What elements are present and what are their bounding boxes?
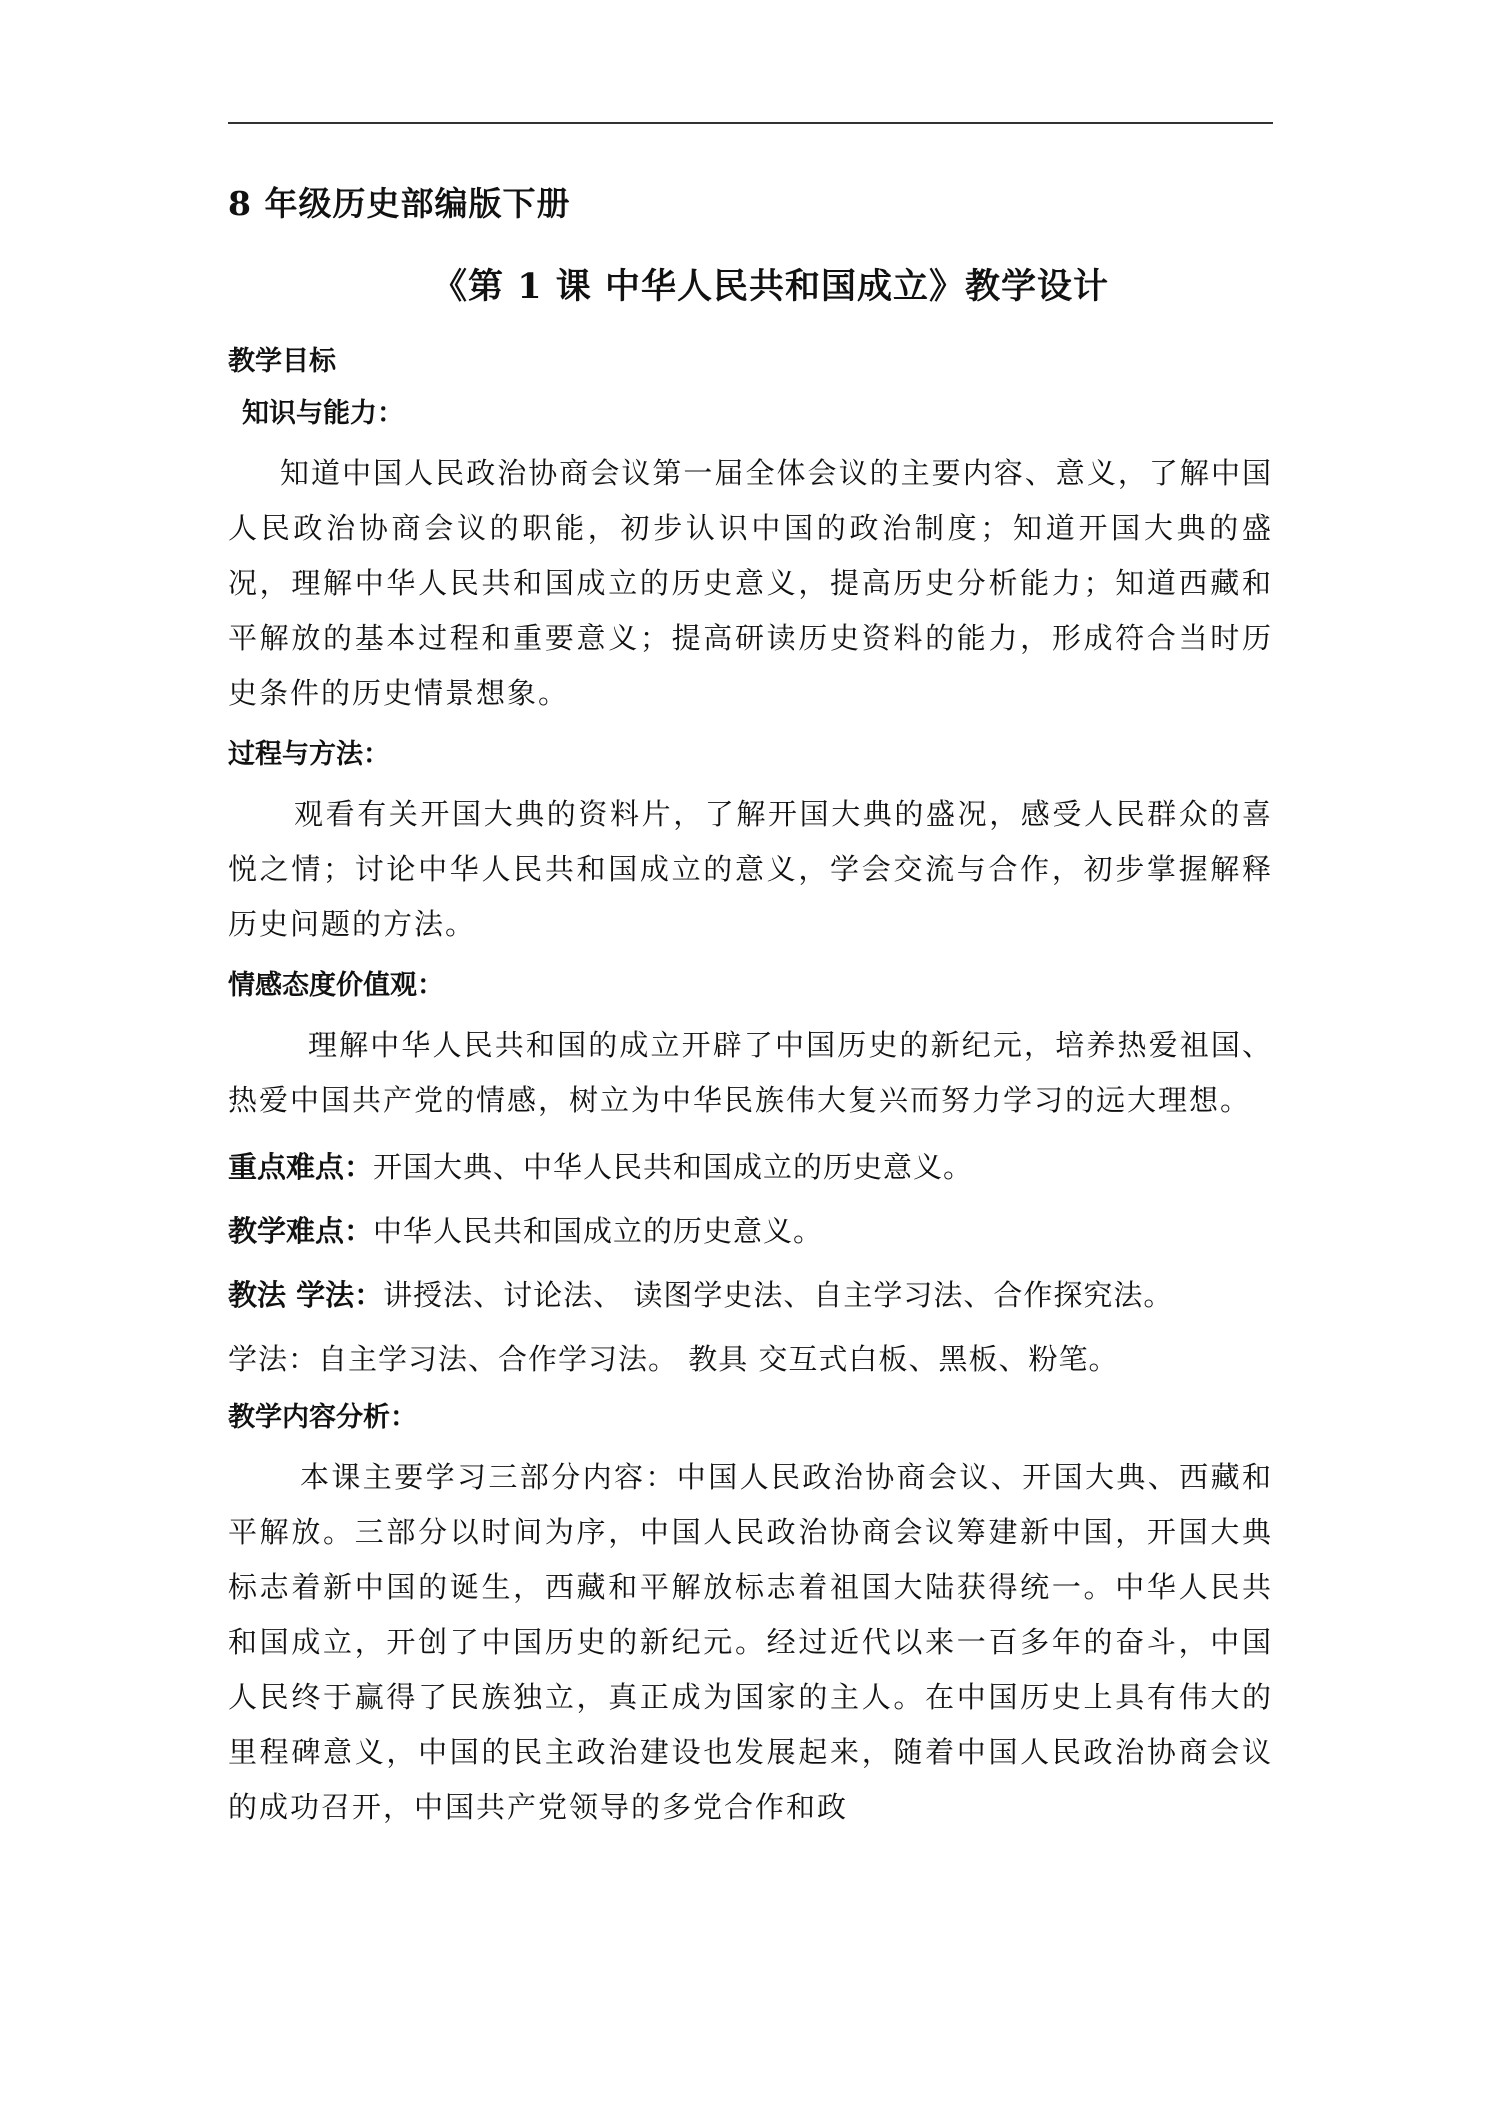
key-points-label: 重点难点： <box>228 1150 374 1184</box>
header-rule <box>228 122 1273 124</box>
difficulties-label: 教学难点： <box>228 1214 374 1248</box>
process-heading: 过程与方法： <box>228 739 390 770</box>
key-points-text: 开国大典、中华人民共和国成立的历史意义。 <box>373 1150 974 1184</box>
objectives-heading: 教学目标 <box>228 346 336 377</box>
knowledge-heading: 知识与能力： <box>242 398 404 429</box>
process-paragraph: 观看有关开国大典的资料片，了解开国大典的盛况，感受人民群众的喜悦之情；讨论中华人民共和国成立的意义，学会交流与合作，初步掌握解释历史问题的方法。 <box>228 797 1273 941</box>
key-points-line <box>228 1142 1273 1192</box>
content-analysis-heading: 教学内容分析： <box>228 1402 417 1433</box>
content-analysis-paragraph: 本课主要学习三部分内容：中国人民政治协商会议、开国大典、西藏和平解放。三部分以时间为序，中国人民政治协商会议筹建新中国，开国大典标志着新中国的诞生，西藏和平解放标志着祖国大陆获得统一。中华人民共和国成立，开创了中国历史的新纪元。经过近代以来一百多年的奋斗，中国人民终于赢得了民族独立，真正成为国家的主人。在中国历史上具有伟大的里程碑意义，中国的民主政治建设也发展起来，随着中国人民政治协商会议的成功召开，中国共产党领导的多党合作和政 <box>228 1460 1273 1824</box>
methods-line-2: 学法：自主学习法、合作学习法。 教具 交互式白板、黑板、粉笔。 <box>228 1342 1119 1376</box>
difficulties-text: 中华人民共和国成立的历史意义。 <box>373 1214 824 1248</box>
methods-text: 讲授法、讨论法、 读图学史法、自主学习法、合作探究法。 <box>383 1278 1174 1312</box>
grade-label: 8 年级历史部编版下册 <box>228 184 571 223</box>
emotion-paragraph: 理解中华人民共和国的成立开辟了中国历史的新纪元，培养热爱祖国、热爱中国共产党的情感，树立为中华民族伟大复兴而努力学习的远大理想。 <box>228 1028 1273 1117</box>
document-body <box>228 180 1273 1849</box>
difficulties-line <box>228 1206 1273 1256</box>
emotion-heading: 情感态度价值观： <box>228 970 444 1001</box>
methods-line <box>228 1270 1273 1320</box>
document-title: 《第 1 课 中华人民共和国成立》教学设计 <box>432 266 1109 307</box>
methods-label: 教法 学法： <box>228 1278 384 1312</box>
knowledge-paragraph: 知道中国人民政治协商会议第一届全体会议的主要内容、意义，了解中国人民政治协商会议的职能，初步认识中国的政治制度；知道开国大典的盛况，理解中华人民共和国成立的历史意义，提高历史分析能力；知道西藏和平解放的基本过程和重要意义；提高研读历史资料的能力，形成符合当时历史条件的历史情景想象。 <box>228 456 1273 710</box>
